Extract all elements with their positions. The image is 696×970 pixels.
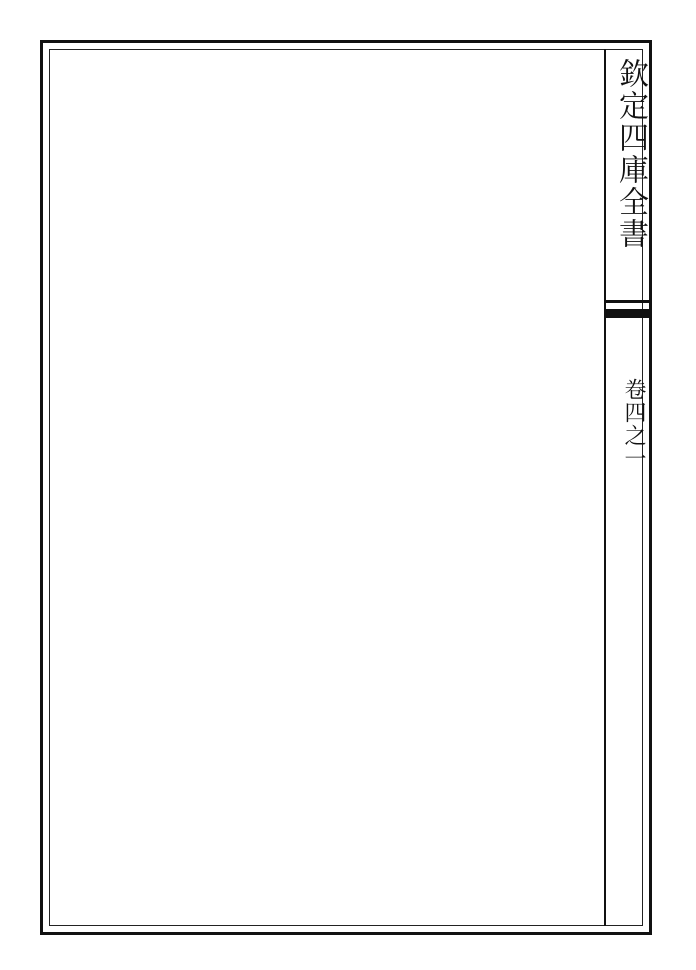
text-border (49, 49, 643, 926)
book-title: 欽定四庫全書 (613, 58, 648, 250)
fishtail-mark (604, 300, 652, 323)
volume-label: 卷四之一 (621, 378, 646, 470)
